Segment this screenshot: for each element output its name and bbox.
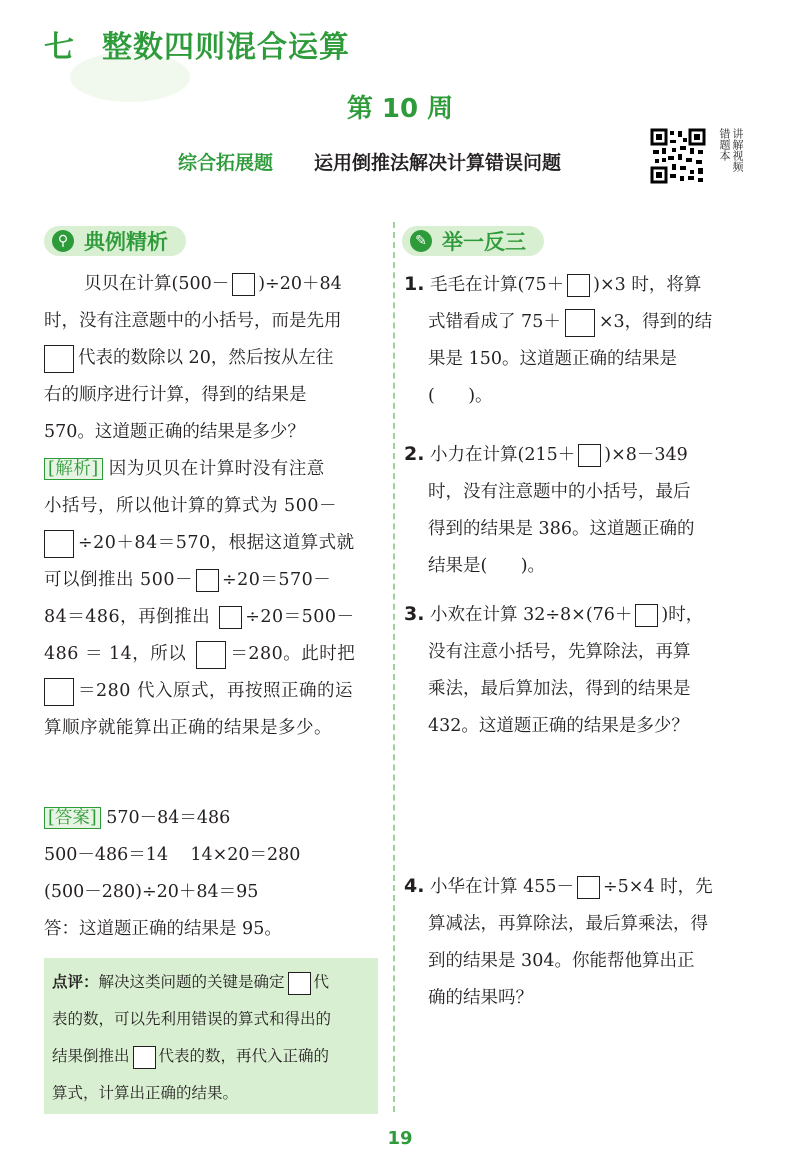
- question-text: 没有注意小括号，先算除法，再算: [428, 642, 691, 662]
- analysis-text: ÷20＝570－: [221, 570, 332, 590]
- chapter-number: 七: [44, 30, 74, 65]
- practice-section-pill: [402, 226, 544, 256]
- question-text: 小欢在计算 32÷8×(76＋: [430, 605, 633, 625]
- blank-box: [565, 309, 595, 337]
- column-divider: [393, 222, 395, 1112]
- analysis-text: ＝280 代入原式，再按照正确的运: [78, 681, 353, 701]
- question-text: 得到的结果是 386。这道题正确的: [428, 519, 695, 539]
- analysis-block: [44, 451, 384, 747]
- answer-text: (500－280)÷20＋84＝95: [44, 882, 259, 902]
- answer-text: 500－486＝14 14×20＝280: [44, 845, 301, 865]
- comment-box: [44, 958, 378, 1114]
- week-title: 第 10 周: [346, 94, 454, 124]
- comment-text: 表的数，可以先利用错误的算式和得出的: [52, 1010, 332, 1028]
- problem-text: 右的顺序进行计算，得到的结果是: [44, 385, 307, 405]
- question-3: [404, 596, 750, 745]
- analysis-text: ÷20＝500－: [245, 607, 355, 627]
- problem-text: 贝贝在计算(500－: [84, 274, 230, 294]
- answer-blank[interactable]: ( )。: [428, 386, 493, 406]
- question-text: )×8－349: [604, 445, 688, 465]
- problem-text: 代表的数除以 20，然后按从左往: [78, 348, 334, 368]
- comment-text: 结果倒推出: [52, 1047, 130, 1065]
- answer-block: [44, 800, 384, 948]
- blank-box: [44, 678, 74, 706]
- blank-box: [219, 606, 242, 629]
- analysis-tag: [解析]: [44, 458, 103, 480]
- question-number: 4.: [404, 875, 425, 897]
- question-number: 3.: [404, 603, 425, 625]
- question-text: 时，没有注意题中的小括号，最后: [428, 482, 691, 502]
- comment-text: 算式，计算出正确的结果。: [52, 1084, 239, 1102]
- analysis-text: ＝280。此时把: [230, 644, 356, 664]
- answer-text: 答：这道题正确的结果是 95。: [44, 919, 282, 939]
- pencil-icon: ✎: [410, 230, 432, 252]
- question-text: 算减法，再算除法，最后算乘法，得: [428, 914, 708, 934]
- analysis-text: 因为贝贝在计算时没有注意: [102, 459, 325, 479]
- analysis-text: 84＝486，再倒推出: [44, 607, 217, 627]
- comment-text: 解决这类问题的关键是确定: [98, 973, 285, 991]
- answer-blank[interactable]: 结果是( )。: [428, 556, 546, 576]
- blank-box: [635, 604, 658, 627]
- example-problem: [44, 266, 384, 451]
- question-text: 式错看成了 75＋: [428, 312, 561, 332]
- analysis-text: 486 ＝ 14，所以: [44, 644, 193, 664]
- blank-box: [232, 273, 255, 296]
- comment-text: 代: [313, 973, 330, 991]
- answer-text: 570－84＝486: [100, 808, 231, 828]
- example-section-title: 典例精析: [84, 230, 168, 254]
- practice-section-title: 举一反三: [442, 230, 526, 254]
- chapter-title: 整数四则混合运算: [102, 30, 350, 65]
- answer-tag: [答案]: [44, 807, 101, 829]
- question-text: ÷5×4 时，先: [603, 877, 713, 897]
- question-text: )时，: [661, 605, 704, 625]
- question-2: [404, 436, 750, 585]
- question-4: [404, 868, 750, 1017]
- analysis-text: ÷20＋84＝570，根据这道算式就: [78, 533, 355, 553]
- practice-section-header: [402, 224, 544, 258]
- question-text: 到的结果是 304。你能帮他算出正: [428, 951, 695, 971]
- question-text: 毛毛在计算(75＋: [430, 275, 565, 295]
- question-text: 确的结果吗？: [428, 988, 533, 1008]
- question-text: )×3 时，将算: [593, 275, 702, 295]
- question-number: 1.: [404, 273, 425, 295]
- topic-category: 综合拓展题: [178, 152, 274, 174]
- blank-box: [44, 345, 74, 373]
- blank-box: [578, 444, 601, 467]
- question-number: 2.: [404, 443, 425, 465]
- question-text: ×3，得到的结: [598, 312, 713, 332]
- question-text: 果是 150。这道题正确的结果是: [428, 349, 677, 369]
- blank-box: [196, 641, 226, 669]
- blank-box: [288, 972, 311, 995]
- qr-code-icon[interactable]: [650, 128, 706, 184]
- blank-box: [577, 876, 600, 899]
- example-section-header: [44, 224, 186, 258]
- page-number: 19: [387, 1128, 413, 1149]
- question-text: 432。这道题正确的结果是多少？: [428, 716, 689, 736]
- question-text: 小华在计算 455－: [430, 877, 574, 897]
- problem-text: 570。这道题正确的结果是多少？: [44, 422, 305, 442]
- comment-text: 代表的数，再代入正确的: [158, 1047, 330, 1065]
- qr-label: 讲解视频 错题本: [718, 128, 744, 172]
- blank-box: [133, 1046, 156, 1069]
- comment-label: 点评：: [52, 973, 99, 991]
- blank-box: [196, 569, 219, 592]
- analysis-text: 小括号，所以他计算的算式为 500－: [44, 496, 337, 516]
- question-text: 小力在计算(215＋: [430, 445, 576, 465]
- blank-box: [567, 274, 590, 297]
- analysis-text: 可以倒推出 500－: [44, 570, 193, 590]
- question-text: 乘法，最后算加法，得到的结果是: [428, 679, 691, 699]
- blank-box: [44, 530, 74, 558]
- problem-text: )÷20＋84: [258, 274, 342, 294]
- example-section-pill: [44, 226, 186, 256]
- analysis-text: 算顺序就能算出正确的结果是多少。: [44, 718, 332, 738]
- topic-title: 运用倒推法解决计算错误问题: [314, 152, 562, 174]
- question-1: [404, 266, 750, 415]
- problem-text: 时，没有注意题中的小括号，而是先用: [44, 311, 342, 331]
- magnifier-icon: ⚲: [52, 230, 74, 252]
